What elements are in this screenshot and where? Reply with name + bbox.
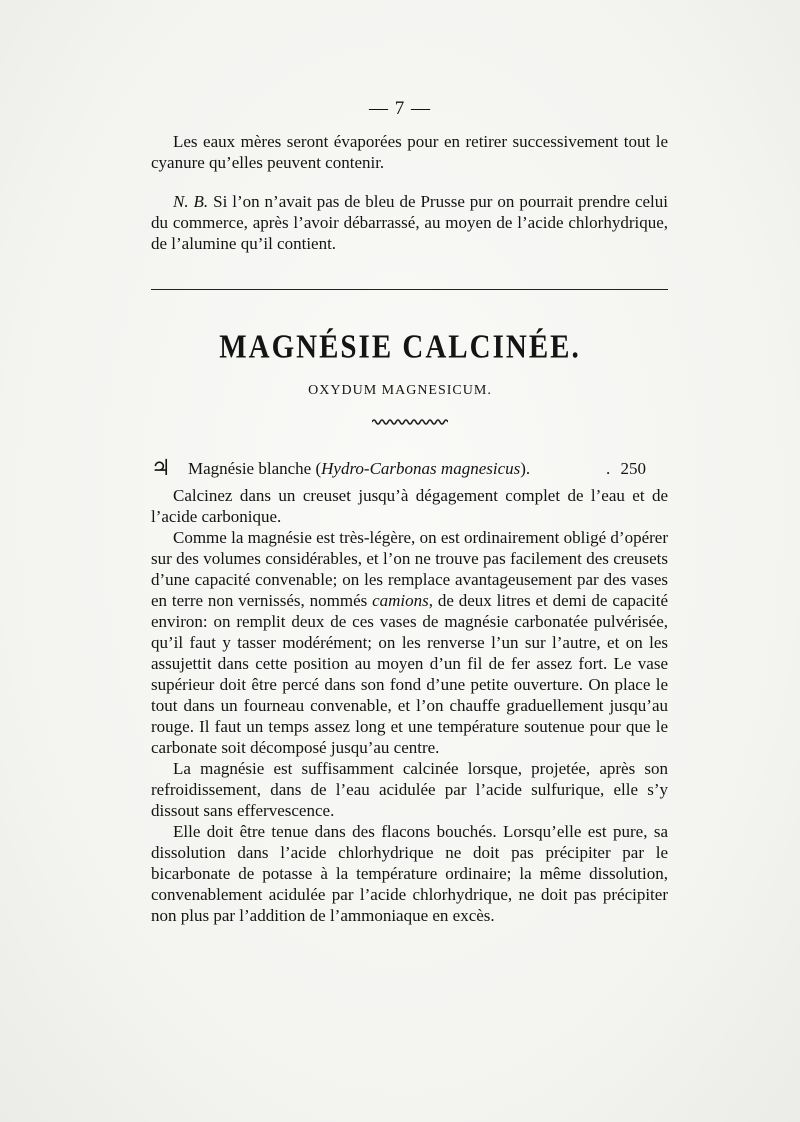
camions-term: camions — [372, 591, 429, 610]
nb-text: Si l’on n’avait pas de bleu de Prusse pur on pourrait prendre celui du commerce, après l’avoir débarrassé, au moyen de l’acide chlorhydrique, de l’alumine qu’il contient. — [151, 192, 668, 253]
ingredient-name-text: Magnésie blanche ( — [188, 459, 322, 478]
preparation-paragraph-1: Calcinez dans un creuset jusqu’à dégagement complet de l’eau et de l’acide carbonique. — [151, 486, 668, 526]
intro-paragraph-block — [151, 131, 668, 173]
wavy-ornament-icon — [372, 418, 448, 426]
nb-label: N. B. — [173, 192, 209, 211]
recipe-leader-dot: . — [606, 459, 611, 478]
preparation-paragraph-3: La magnésie est suffisamment calcinée lorsque, projetée, après son refroidissement, dans de l’eau acidulée par l’acide sulfurique, elle s’y dissout sans effervescence. — [151, 759, 668, 820]
nb-note — [151, 191, 668, 254]
section-subtitle: OXYDUM MAGNESICUM. — [308, 383, 492, 398]
preparation-text — [151, 485, 668, 926]
section-divider — [151, 289, 668, 290]
nb-note-block — [151, 191, 668, 254]
section-title: MAGNÉSIE CALCINÉE. — [219, 328, 581, 366]
paragraph-2-end: , de deux litres et demi de capacité environ: on remplit deux de ces vases de magnésie carbonatée pulvérisée, qu’il faut y tasser modérément; on les renverse l’un sur l’autre, et on les assujettit dans cette position au moyen d’un fil de fer assez fort. Le vase supérieur doit être percé dans son fond d’une petite ouverture. On place le tout dans un fourneau convenable, et l’on chauffe graduellement jusqu’au rouge. Il faut un temps assez long et une température soutenue pour que le carbonate soit décomposé jusqu’au centre. — [151, 591, 668, 757]
ingredient-latin-name: Hydro-Carbonas magnesicus — [321, 459, 521, 478]
preparation-paragraph-2 — [151, 527, 668, 758]
recipe-ingredient-name — [188, 458, 530, 479]
recipe-rx-icon: ♃ — [151, 455, 171, 480]
page-number: — 7 — — [369, 98, 431, 119]
preparation-paragraph-4: Elle doit être tenue dans des flacons bouchés. Lorsqu’elle est pure, sa dissolution dans l’acide chlorhydrique ne doit pas précipiter par le bicarbonate de potasse à la température ordinaire; la même dissolution, convenablement acidulée par l’acide chlorhydrique, ne doit pas précipiter non plus par l’addition de l’ammoniaque en excès. — [151, 822, 668, 925]
paragraph-2-start: Comme la magnésie est très-légère, on est ordinairement obligé d’opérer sur des volumes considérables, et l’on ne trouve pas facilement des creusets d’une capacité convenable; on les remplace avantageusement par des vases en terre non vernissés, nommés — [151, 528, 668, 610]
ingredient-name-end: ). — [520, 459, 531, 478]
recipe-quantity: 250 — [620, 459, 646, 478]
intro-paragraph: Les eaux mères seront évaporées pour en retirer successivement tout le cyanure qu’elles peuvent contenir. — [151, 132, 668, 172]
